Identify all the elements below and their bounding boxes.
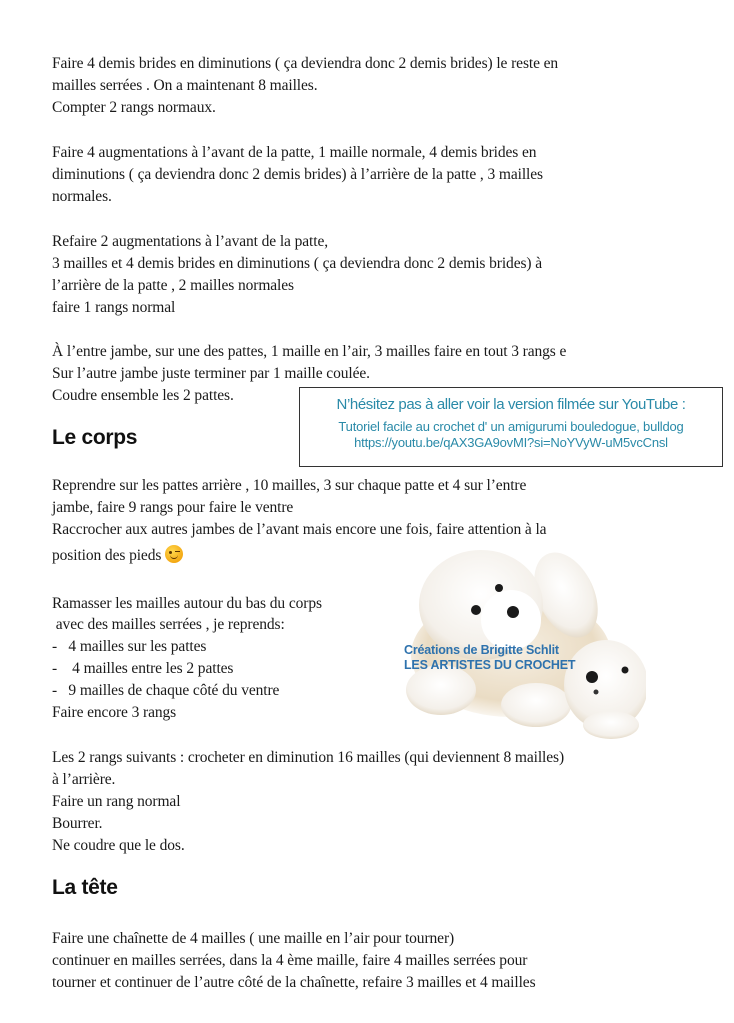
text-line: Ne coudre que le dos. bbox=[52, 837, 185, 854]
text-line: Faire 4 augmentations à l’avant de la patte, 1 maille normale, 4 demis brides en bbox=[52, 144, 537, 161]
photo-caption-author: Créations de Brigitte Schlit bbox=[404, 643, 559, 657]
text-line: Sur l’autre jambe juste terminer par 1 maille coulée. bbox=[52, 365, 370, 382]
list-bullet: - bbox=[52, 682, 58, 699]
list-item-text: 9 mailles de chaque côté du ventre bbox=[68, 682, 280, 699]
list-bullet: - bbox=[52, 660, 58, 677]
text-line: faire 1 rangs normal bbox=[52, 299, 176, 316]
dogs-illustration bbox=[396, 540, 646, 740]
text-line: mailles serrées . On a maintenant 8 mailles. bbox=[52, 77, 318, 94]
text-line: Ramasser les mailles autour du bas du corps bbox=[52, 595, 322, 612]
text-line: Reprendre sur les pattes arrière , 10 mailles, 3 sur chaque patte et 4 sur l’entre bbox=[52, 477, 527, 494]
text-line: Bourrer. bbox=[52, 815, 103, 832]
big-dog-muzzle bbox=[481, 590, 541, 650]
text-line: diminutions ( ça deviendra donc 2 demis brides) à l’arrière de la patte , 3 mailles bbox=[52, 166, 543, 183]
text-fragment: position des pieds bbox=[52, 547, 162, 564]
winking-face-emoji-icon bbox=[165, 545, 183, 563]
front-paw bbox=[501, 683, 571, 727]
text-line: à l’arrière. bbox=[52, 771, 116, 788]
small-dog-eye bbox=[622, 667, 629, 674]
list-item bbox=[52, 680, 279, 702]
big-dog-nose bbox=[507, 606, 519, 618]
text-line: À l’entre jambe, sur une des pattes, 1 maille en l’air, 3 mailles faire en tout 3 rangs e bbox=[52, 343, 567, 360]
small-dog-paw bbox=[583, 711, 639, 739]
text-line: Faire un rang normal bbox=[52, 793, 181, 810]
text-line: 3 mailles et 4 demis brides en diminutions ( ça deviendra donc 2 demis brides) à bbox=[52, 255, 543, 272]
text-line: Coudre ensemble les 2 pattes. bbox=[52, 387, 234, 404]
list-bullet: - bbox=[52, 638, 58, 655]
text-line: l’arrière de la patte , 2 mailles normales bbox=[52, 277, 294, 294]
photo-caption-group: LES ARTISTES DU CROCHET bbox=[404, 658, 576, 672]
text-line: normales. bbox=[52, 188, 112, 205]
text-line: Faire 4 demis brides en diminutions ( ça deviendra donc 2 demis brides) le reste en bbox=[52, 55, 559, 72]
youtube-link[interactable]: https://youtu.be/qAX3GA9ovMI?si=NoYVyW-uM5vcCnsl bbox=[354, 435, 668, 450]
text-line: Les 2 rangs suivants : crocheter en diminution 16 mailles (qui deviennent 8 mailles) bbox=[52, 749, 565, 766]
list-item-text: 4 mailles entre les 2 pattes bbox=[68, 660, 234, 677]
list-item-text: 4 mailles sur les pattes bbox=[68, 638, 207, 655]
text-line: Refaire 2 augmentations à l’avant de la patte, bbox=[52, 233, 329, 250]
amigurumi-dogs-photo bbox=[396, 540, 646, 740]
youtube-callout-box bbox=[299, 387, 723, 467]
section-heading-corps: Le corps bbox=[52, 426, 138, 449]
section-heading-tete: La tête bbox=[52, 876, 118, 899]
big-dog-eye bbox=[471, 605, 481, 615]
text-line: Raccrocher aux autres jambes de l’avant mais encore une fois, faire attention à la bbox=[52, 521, 547, 538]
text-line bbox=[52, 545, 183, 567]
text-line: jambe, faire 9 rangs pour faire le ventre bbox=[52, 499, 294, 516]
youtube-tutorial-title: Tutoriel facile au crochet d' un amigurumi bouledogue, bulldog bbox=[338, 419, 684, 434]
big-dog-eye bbox=[495, 584, 503, 592]
list-item bbox=[52, 658, 233, 680]
small-dog-nose bbox=[586, 671, 598, 683]
text-line: avec des mailles serrées , je reprends: bbox=[52, 616, 285, 633]
youtube-callout-title: N’hésitez pas à aller voir la version filmée sur YouTube : bbox=[336, 396, 686, 413]
list-item bbox=[52, 636, 206, 658]
text-line: Compter 2 rangs normaux. bbox=[52, 99, 216, 116]
text-line: Faire une chaînette de 4 mailles ( une maille en l’air pour tourner) bbox=[52, 930, 455, 947]
text-line: continuer en mailles serrées, dans la 4 ème maille, faire 4 mailles serrées pour bbox=[52, 952, 528, 969]
text-line: Faire encore 3 rangs bbox=[52, 704, 177, 721]
text-line: tourner et continuer de l’autre côté de la chaînette, refaire 3 mailles et 4 mailles bbox=[52, 974, 536, 991]
small-dog-mouth bbox=[594, 690, 599, 695]
front-paw bbox=[406, 665, 476, 715]
